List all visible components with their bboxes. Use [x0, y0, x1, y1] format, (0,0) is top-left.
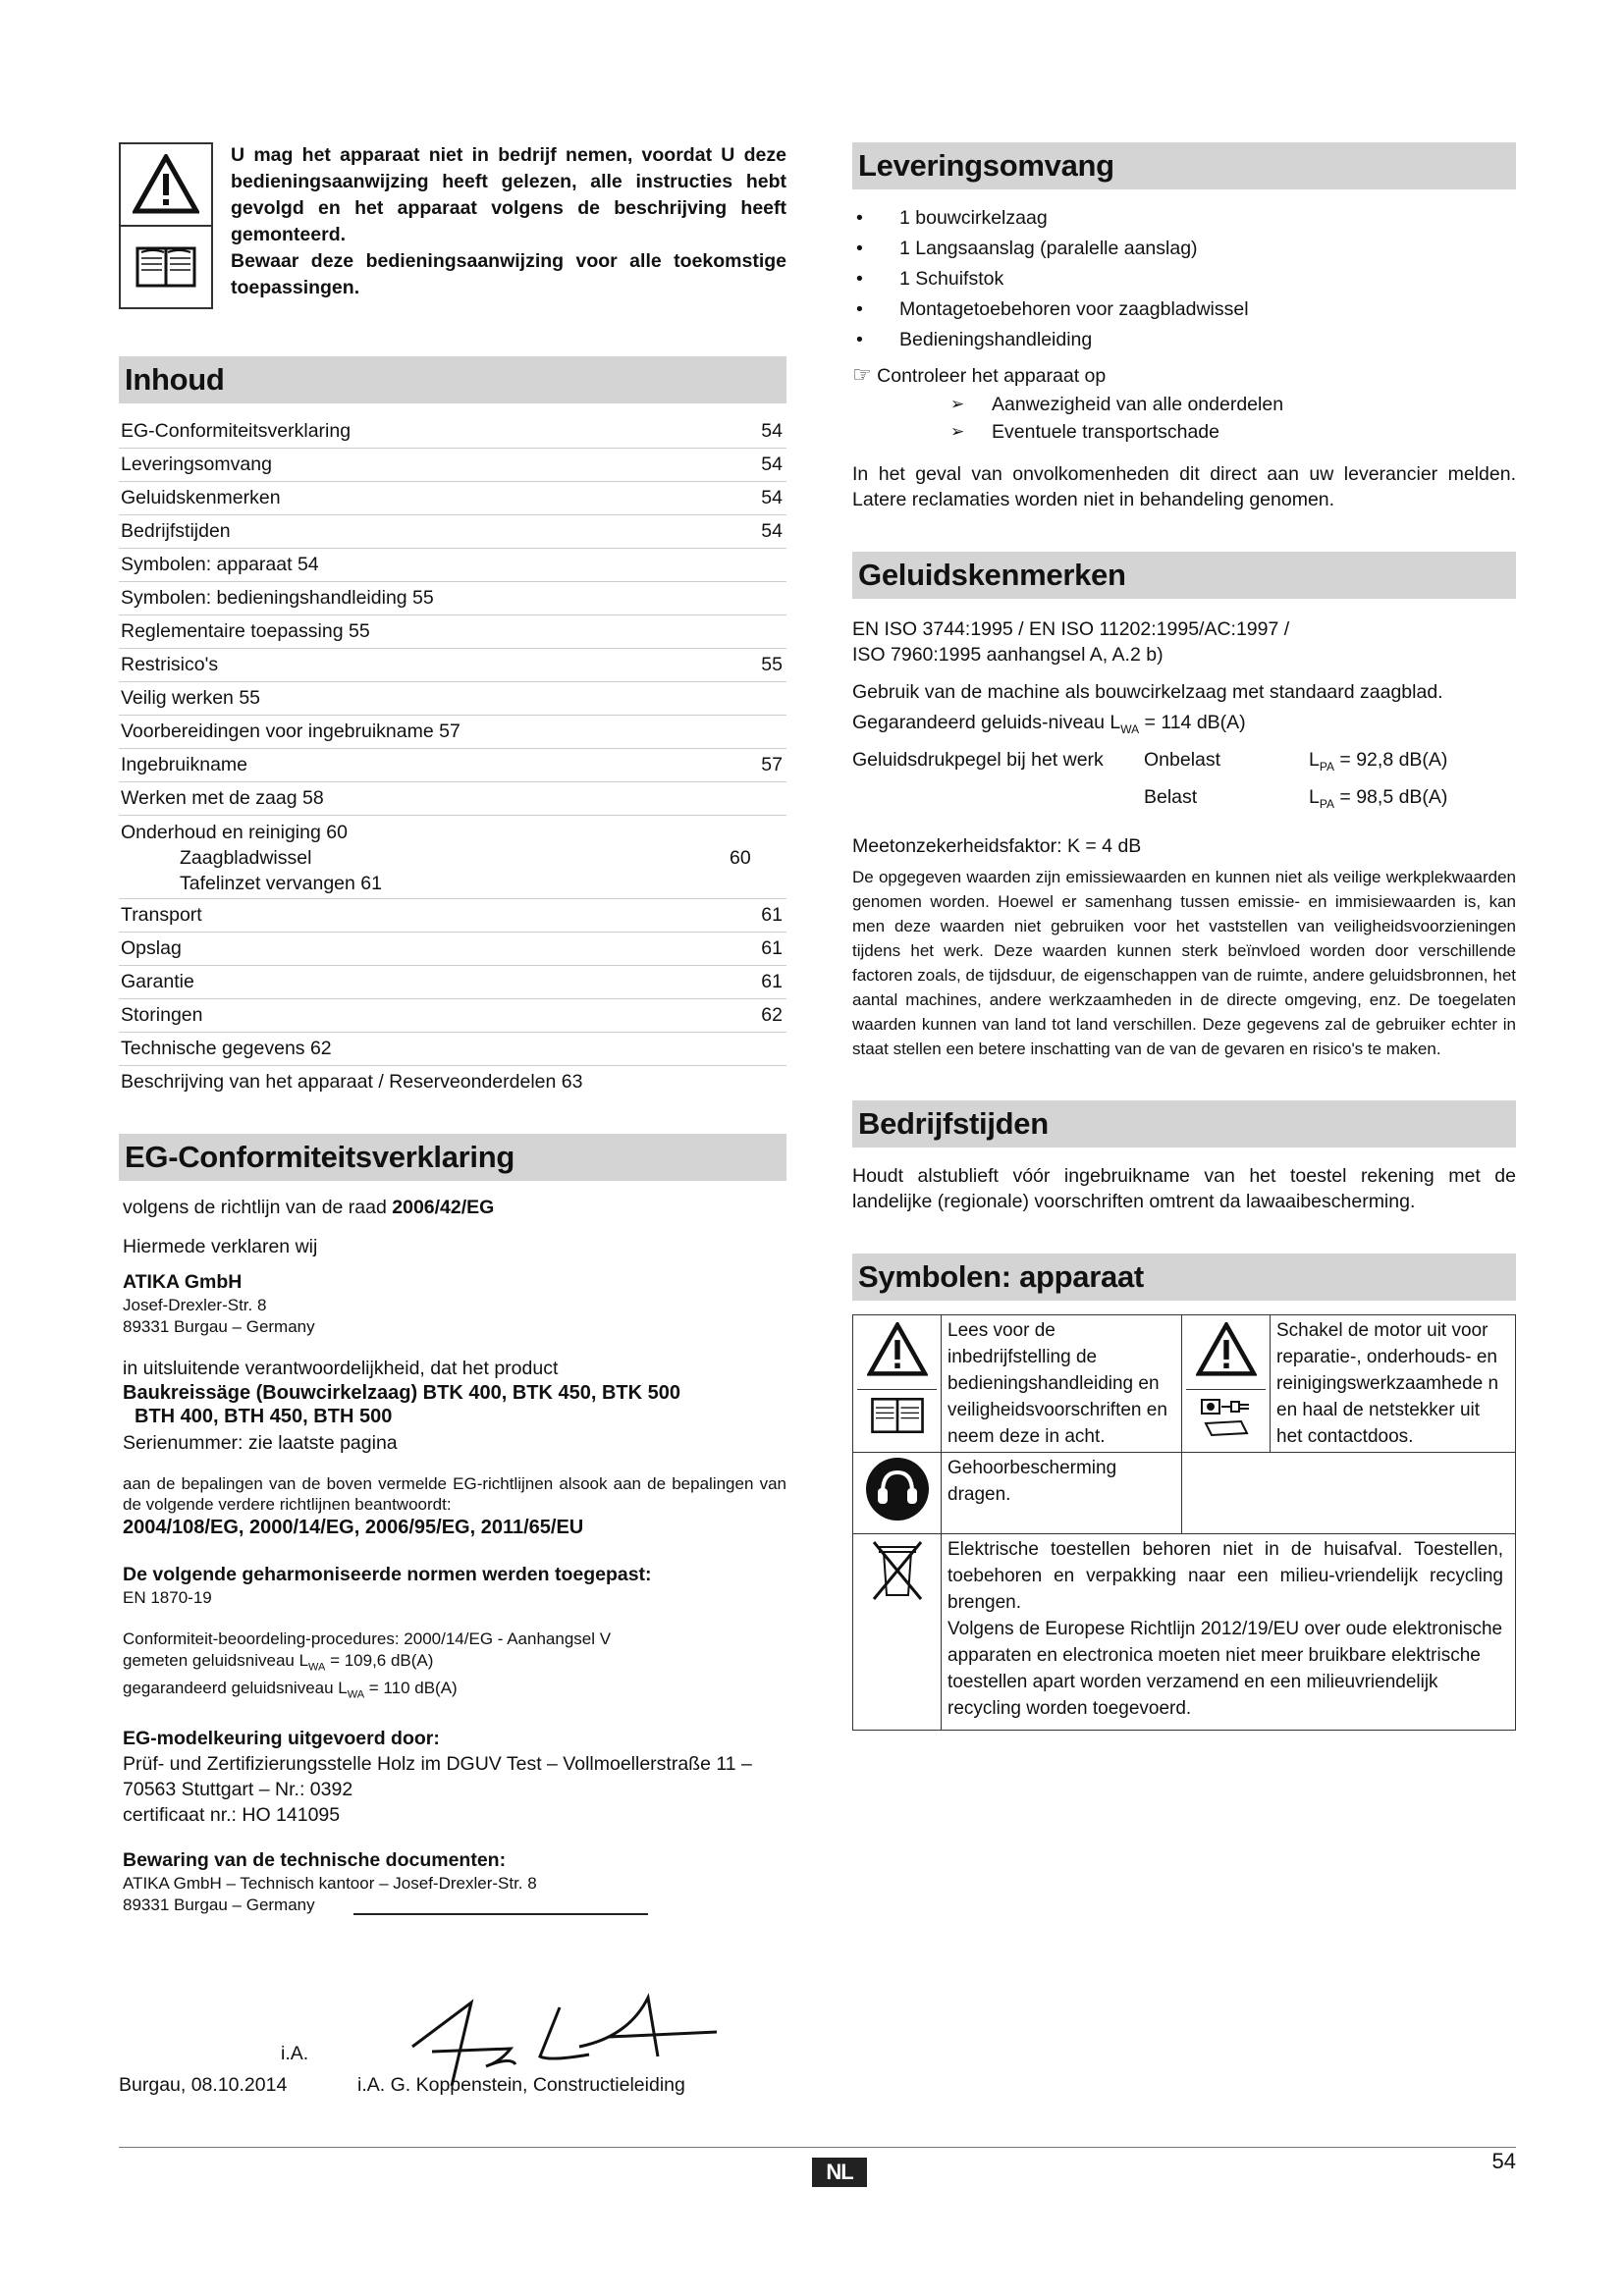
toc-page: 55	[761, 654, 783, 675]
geluid-heading: Geluidskenmerken	[852, 552, 1516, 599]
eg-norms-title: De volgende geharmoniseerde normen werden toegepast:	[123, 1564, 652, 1585]
intro-icon-box	[119, 142, 213, 309]
geluid-guar-sub: WA	[1120, 721, 1140, 736]
geluid-factor: Meetonzekerheidsfaktor: K = 4 dB	[852, 834, 1142, 857]
intro-warning	[119, 142, 786, 309]
geluid-loaded-label: Belast	[1144, 785, 1198, 808]
toc-label: Opslag	[121, 937, 182, 959]
geluid-loaded-b: = 98,5 dB(A)	[1333, 785, 1448, 808]
pointing-hand-icon: ☞	[852, 363, 872, 388]
toc-label: Reglementaire toepassing 55	[121, 620, 370, 642]
toc-label: Onderhoud en reiniging 60	[121, 822, 348, 843]
signature-image	[393, 1978, 727, 2096]
list-item: • Bedieningshandleiding	[852, 325, 1516, 355]
geluid-usage: Gebruik van de machine als bouwcirkelzaag met standaard zaagblad.	[852, 681, 1443, 703]
bedrijf-heading: Bedrijfstijden	[852, 1100, 1516, 1148]
manual-book-icon	[857, 1389, 937, 1445]
toc-subrow	[121, 871, 783, 896]
geluid-guaranteed	[852, 708, 1516, 745]
symbol-cell	[853, 1533, 942, 1730]
toc-label: Ingebruikname	[121, 754, 247, 775]
toc-row[interactable]	[119, 615, 786, 649]
signature-line	[353, 1913, 648, 1915]
toc-page: 61	[761, 971, 783, 992]
eg-directive-line	[123, 1195, 786, 1220]
eg-company: ATIKA GmbH	[123, 1271, 243, 1293]
symbol-cell	[853, 1314, 942, 1452]
geluid-unloaded-sub: PA	[1319, 759, 1334, 774]
toc-row[interactable]	[119, 449, 786, 482]
toc-label: Leveringsomvang	[121, 454, 272, 475]
symbol-empty	[1182, 1452, 1516, 1533]
toc-label: Symbolen: bedieningshandleiding 55	[121, 587, 434, 609]
toc-label: EG-Conformiteitsverklaring	[121, 420, 352, 442]
footer-divider	[119, 2147, 1516, 2148]
geluid-std1: EN ISO 3744:1995 / EN ISO 11202:1995/AC:1997 /	[852, 618, 1290, 640]
geluid-loaded-sub: PA	[1319, 796, 1334, 811]
geluid-press-label: Geluidsdrukpegel bij het werk	[852, 748, 1104, 771]
symbol-text: Lees voor de inbedrijfstelling de bedieningshandleiding en veiligheidsvoorschriften en neem deze in acht.	[942, 1314, 1182, 1452]
eg-conf3-a: gegarandeerd geluidsniveau L	[123, 1679, 348, 1698]
levering-check	[852, 361, 1516, 391]
toc-label: Veilig werken 55	[121, 687, 261, 709]
geluid-unloaded-value	[1309, 745, 1447, 782]
warning-triangle-icon	[857, 1322, 937, 1385]
eg-section	[119, 1195, 786, 1916]
geluid-unloaded-b: = 92,8 dB(A)	[1333, 748, 1448, 771]
toc-label: Voorbereidingen voor ingebruikname 57	[121, 721, 460, 742]
list-item: • 1 bouwcirkelzaag	[852, 203, 1516, 234]
toc-label: Storingen	[121, 1004, 203, 1026]
eg-ia-text: i.A.	[281, 2043, 309, 2064]
eg-product1: Baukreissäge (Bouwcirkelzaag) BTK 400, BTK 450, BTK 500	[123, 1382, 680, 1404]
eg-street: Josef-Drexler-Str. 8	[123, 1296, 267, 1314]
eg-conf2-b: = 109,6 dB(A)	[325, 1651, 434, 1670]
intro-text	[213, 142, 786, 309]
geluid-unloaded-a: L	[1309, 748, 1320, 771]
list-item: • 1 Schuifstok	[852, 264, 1516, 294]
geluid-std2: ISO 7960:1995 aanhangsel A, A.2 b)	[852, 644, 1164, 666]
inhoud-heading: Inhoud	[119, 356, 786, 403]
eg-provisions: aan de bepalingen van de boven vermelde EG-richtlijnen alsook aan de bepalingen van de volgende verdere richtlijnen beantwoordt:	[123, 1474, 786, 1514]
symbol-cell	[1182, 1314, 1271, 1452]
list-item: • Montagetoebehoren voor zaagbladwissel	[852, 294, 1516, 325]
eg-conf3	[123, 1678, 786, 1705]
language-badge: NL	[812, 2158, 867, 2187]
eg-doc2: 89331 Burgau – Germany	[123, 1895, 315, 1914]
toc-row[interactable]	[119, 899, 786, 933]
geluid-loaded-row	[852, 782, 1516, 820]
geluid-unloaded-label: Onbelast	[1144, 748, 1221, 771]
toc-row[interactable]	[119, 649, 786, 682]
toc-label: Symbolen: apparaat 54	[121, 554, 319, 575]
eg-responsibility: in uitsluitende verantwoordelijkheid, dat het product	[123, 1358, 559, 1379]
toc-sublabel: Tafelinzet vervangen 61	[180, 873, 382, 894]
eg-ia	[281, 2041, 308, 2066]
eg-conf1: Conformiteit-beoordeling-procedures: 2000/14/EG - Aanhangsel V	[123, 1629, 612, 1648]
eg-place-date-text: Burgau, 08.10.2014	[119, 2074, 288, 2096]
toc-row[interactable]	[119, 1066, 786, 1098]
symbol-text: Volgens de Europese Richtlijn 2012/19/EU over oude elektronische apparaten en electronica moeten niet meer bruikbare elektrische toestellen apart worden verzamend en een milieuvriendelijk recycling worden toegevoerd.	[947, 1618, 1503, 1719]
manual-book-icon	[121, 225, 211, 307]
eg-conf2	[123, 1650, 786, 1678]
toc-row[interactable]	[119, 999, 786, 1033]
toc-label: Garantie	[121, 971, 194, 992]
toc-page: 54	[761, 454, 783, 475]
warning-triangle-icon	[121, 144, 211, 225]
toc-row[interactable]	[119, 933, 786, 966]
toc-row[interactable]	[119, 515, 786, 549]
list-item: ➢ Eventuele transportschade	[852, 418, 1516, 446]
unplug-icon	[1186, 1389, 1266, 1445]
levering-list	[852, 203, 1516, 355]
levering-checks	[852, 391, 1516, 446]
toc-row[interactable]	[119, 415, 786, 449]
toc-label: Technische gegevens 62	[121, 1038, 332, 1059]
page-number: 54	[1491, 2149, 1516, 2173]
eg-place-date	[119, 2072, 287, 2098]
bedrijf-text: Houdt alstublieft vóór ingebruikname van het toestel rekening met de landelijke (regionale) voorschriften omtrent da lawaaibescherming.	[852, 1164, 1516, 1212]
eg-directive-prefix: volgens de richtlijn van de raad	[123, 1197, 393, 1218]
toc-subrow	[121, 845, 783, 871]
toc-row[interactable]	[119, 716, 786, 749]
levering-note: In het geval van onvolkomenheden dit direct aan uw leverancier melden. Latere reclamaties worden niet in behandeling genomen.	[852, 463, 1516, 510]
toc-row[interactable]	[119, 782, 786, 816]
toc-page: 61	[761, 937, 783, 959]
toc-row[interactable]	[119, 682, 786, 716]
eg-product2: BTH 400, BTH 450, BTH 500	[135, 1406, 393, 1427]
eg-doc-title: Bewaring van de technische documenten:	[123, 1848, 507, 1871]
eg-heading: EG-Conformiteitsverklaring	[119, 1134, 786, 1181]
eg-model2: 70563 Stuttgart – Nr.: 0392	[123, 1778, 353, 1800]
eg-directives: 2004/108/EG, 2000/14/EG, 2006/95/EG, 2011/65/EU	[123, 1517, 584, 1538]
eg-model-title: EG-modelkeuring uitgevoerd door:	[123, 1727, 440, 1749]
toc-row[interactable]	[119, 482, 786, 515]
geluid-para: De opgegeven waarden zijn emissiewaarden en kunnen niet als veilige werkplekwaarden genomen worden. Hoewel er samenhang tussen emissie- en immisiewaarden is, kan men deze waarden niet gebruiken voor het vaststellen van veiligheidsvoorzieningen tijdens het werk. Deze waarden kunnen sterk beïnvloed worden door verschillende factoren zoals, de tijdsduur, de eigenschappen van de ruimte, andere geluidsbronnen, het aantal machines, andere werkzaamheden in de directe omgeving, enz. De toegelaten waarden kunnen van land tot land verschillen. Deze gegevens zal de gebruiker echter in staat stellen een betere inschatting van de van de gevaren en risico's te maken.	[852, 867, 1516, 1058]
levering-heading: Leveringsomvang	[852, 142, 1516, 189]
toc-page: 60	[730, 847, 751, 869]
toc-page: 62	[761, 1004, 783, 1026]
toc-page: 54	[761, 520, 783, 542]
symbolen-heading: Symbolen: apparaat	[852, 1254, 1516, 1301]
toc-row[interactable]	[119, 1033, 786, 1066]
eg-declare: Hiermede verklaren wij	[123, 1236, 318, 1257]
toc-page: 57	[761, 754, 783, 775]
eg-conf3-b: = 110 dB(A)	[364, 1679, 458, 1698]
toc-row[interactable]	[119, 549, 786, 582]
levering-check-text: Controleer het apparaat op	[877, 365, 1107, 387]
geluid-guar-a: Gegarandeerd geluids-niveau L	[852, 712, 1121, 733]
toc-label: Bedrijfstijden	[121, 520, 231, 542]
eg-directive: 2006/42/EG	[392, 1197, 495, 1218]
toc-row[interactable]	[119, 966, 786, 999]
intro-p1: U mag het apparaat niet in bedrijf nemen, voordat U deze bedieningsaanwijzing heeft gelezen, alle instructies hebt gevolgd en het apparaat volgens de beschrijving heeft gemonteerd.	[231, 144, 786, 245]
eg-city: 89331 Burgau – Germany	[123, 1317, 315, 1336]
eg-model3: certificaat nr.: HO 141095	[123, 1803, 341, 1826]
toc-label: Restrisico's	[121, 654, 219, 675]
toc-page: 54	[761, 487, 783, 508]
eg-doc1: ATIKA GmbH – Technisch kantoor – Josef-Drexler-Str. 8	[123, 1873, 537, 1893]
intro-p2: Bewaar deze bedieningsaanwijzing voor alle toekomstige toepassingen.	[231, 250, 786, 298]
eg-signer-text: i.A. G. Koppenstein, Constructieleiding	[357, 2074, 685, 2096]
warning-triangle-icon	[1186, 1322, 1266, 1385]
eg-model1: Prüf- und Zertifizierungsstelle Holz im DGUV Test – Vollmoellerstraße 11 –	[123, 1752, 752, 1775]
table-of-contents	[119, 415, 786, 1098]
geluid-pressure-row	[852, 745, 1516, 782]
weee-cell	[942, 1533, 1516, 1730]
eg-conf2-sub: WA	[308, 1661, 326, 1674]
left-column	[119, 142, 786, 1916]
toc-row-onderhoud[interactable]	[119, 816, 786, 899]
toc-page: 54	[761, 420, 783, 442]
symbols-table	[852, 1314, 1516, 1731]
symbol-cell	[853, 1452, 942, 1533]
symbol-text: Gehoorbescherming dragen.	[942, 1452, 1182, 1533]
ear-protection-icon	[857, 1457, 937, 1529]
geluid-guar-b: = 114 dB(A)	[1139, 712, 1246, 733]
geluid-loaded-value	[1309, 782, 1447, 820]
toc-label: Beschrijving van het apparaat / Reserveonderdelen 63	[121, 1071, 583, 1093]
symbol-text: Elektrische toestellen behoren niet in de huisafval. Toestellen, toebehoren en verpakking naar een milieu-vriendelijk recycling brengen.	[947, 1538, 1503, 1613]
crossed-bin-icon	[857, 1538, 937, 1611]
eg-serial: Serienummer: zie laatste pagina	[123, 1432, 398, 1454]
geluid-loaded-a: L	[1309, 785, 1320, 808]
eg-conf2-a: gemeten geluidsniveau L	[123, 1651, 309, 1670]
toc-row[interactable]	[119, 749, 786, 782]
right-column	[852, 142, 1516, 1731]
list-item: • 1 Langsaanslag (paralelle aanslag)	[852, 234, 1516, 264]
eg-conf3-sub: WA	[347, 1688, 365, 1701]
toc-row[interactable]	[119, 582, 786, 615]
eg-norms: EN 1870-19	[123, 1588, 212, 1607]
toc-label: Werken met de zaag 58	[121, 787, 324, 809]
toc-sublabel: Zaagbladwissel	[180, 847, 312, 869]
toc-label: Geluidskenmerken	[121, 487, 281, 508]
toc-page: 61	[761, 904, 783, 926]
list-item: ➢ Aanwezigheid van alle onderdelen	[852, 391, 1516, 418]
symbol-text: Schakel de motor uit voor reparatie-, onderhouds- en reinigingswerkzaamhede n en haal de netstekker uit het contactdoos.	[1271, 1314, 1516, 1452]
toc-label: Transport	[121, 904, 202, 926]
